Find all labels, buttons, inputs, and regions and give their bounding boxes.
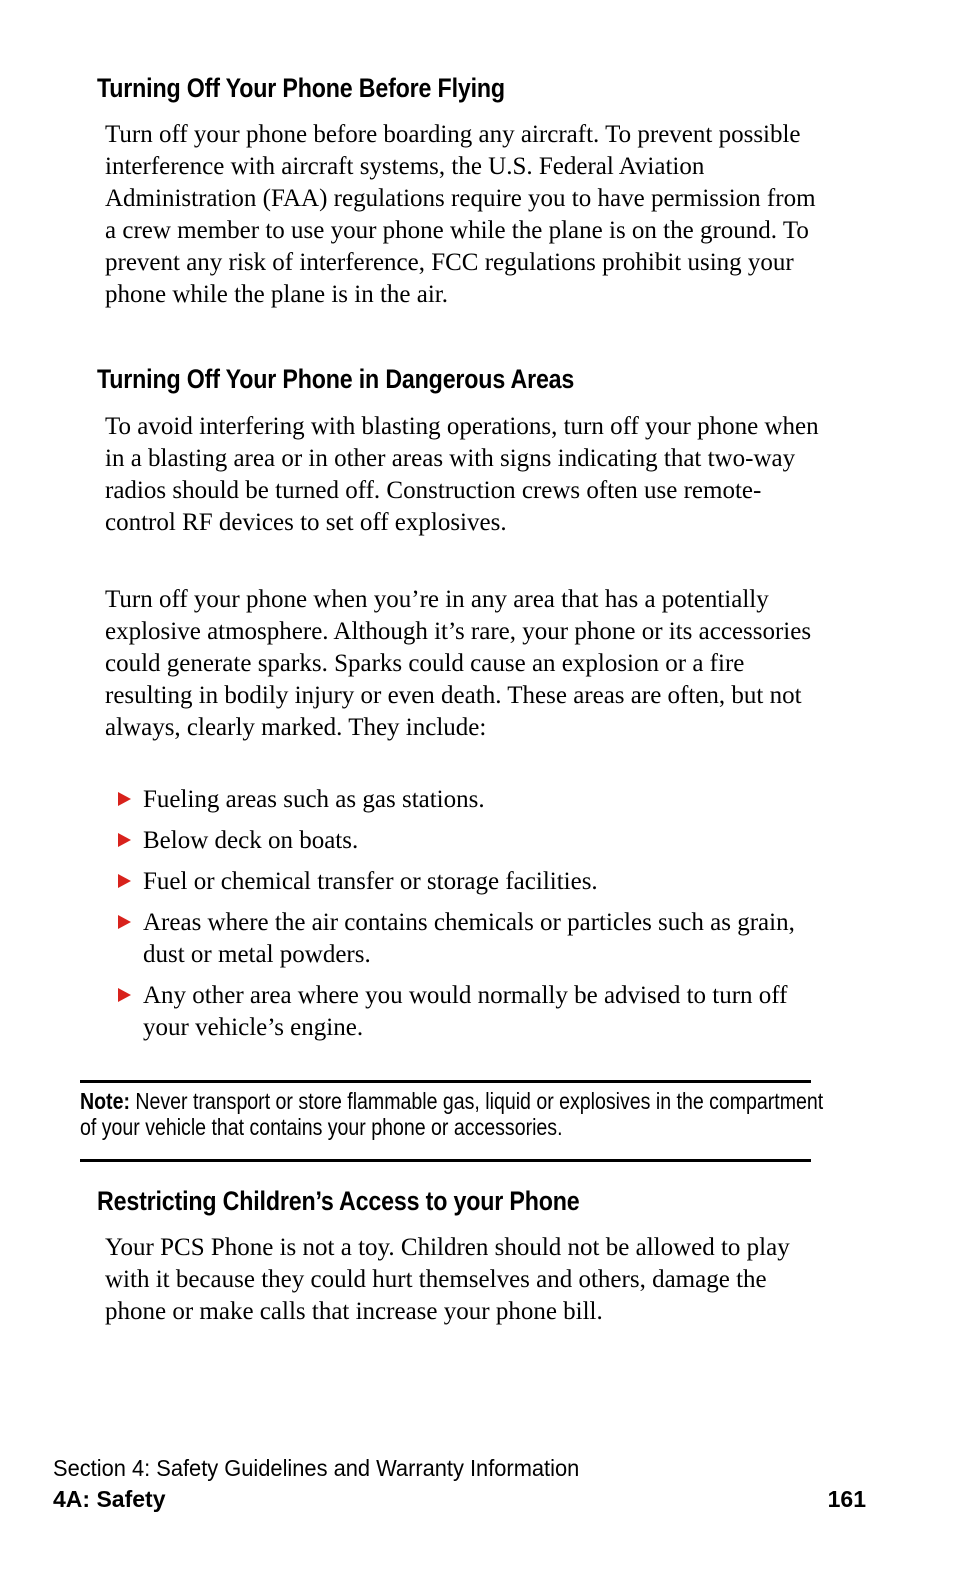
paragraph-flying: Turn off your phone before boarding any aircraft. To prevent possible interference with aircraft systems, the U.S. Federal Aviation Administration (FAA) regulations require you to have permission from a crew member to use your phone while the plane is on the ground. To prevent any risk of interference, FCC regulations prohibit using your phone while the plane is in the air. [105,121,816,308]
footer-subsection: 4A: Safety [53,1486,166,1512]
page-number: 161 [827,1486,866,1512]
heading-childrens-access: Restricting Children’s Access to your Phone [97,1186,580,1216]
list-item [118,784,818,816]
heading-dangerous-areas: Turning Off Your Phone in Dangerous Areas [97,364,575,394]
list-item-text: Any other area where you would normally be advised to turn off your vehicle’s engine. [143,982,788,1041]
red-triangle-bullet-icon [118,874,131,888]
note-bottom-rule [80,1159,811,1162]
list-item-text: Below deck on boats. [143,827,359,854]
red-triangle-bullet-icon [118,915,131,929]
note-label: Note: [80,1088,130,1114]
footer-section-title: Section 4: Safety Guidelines and Warranty Information [53,1455,580,1481]
heading-flying: Turning Off Your Phone Before Flying [97,73,505,103]
red-triangle-bullet-icon [118,792,131,806]
list-item [118,980,818,1044]
note-box [80,1088,828,1140]
list-item [118,907,818,971]
list-item-text: Fueling areas such as gas stations. [143,786,485,813]
note-text: Never transport or store flammable gas, liquid or explosives in the compartment of your vehicle that contains your phone or accessories. [80,1088,824,1140]
hazard-area-list [118,784,818,1053]
paragraph-blasting: To avoid interfering with blasting operations, turn off your phone when in a blasting area or in other areas with signs indicating that two-way radios should be turned off. Construction crews often use remote-control RF devices to set off explosives. [105,413,819,536]
red-triangle-bullet-icon [118,833,131,847]
list-item-text: Areas where the air contains chemicals or particles such as grain, dust or metal powders. [143,909,795,968]
red-triangle-bullet-icon [118,988,131,1002]
paragraph-childrens-access: Your PCS Phone is not a toy. Children should not be allowed to play with it because they could hurt themselves and others, damage the phone or make calls that increase your phone bill. [105,1234,790,1325]
note-top-rule [80,1080,811,1083]
paragraph-explosive-atmosphere: Turn off your phone when you’re in any area that has a potentially explosive atmosphere. Although it’s rare, your phone or its accessories could generate sparks. Sparks could cause an explosion or a fire resulting in bodily injury or even death. These areas are often, but not always, clearly marked. They include: [105,586,812,741]
list-item [118,866,818,898]
list-item-text: Fuel or chemical transfer or storage facilities. [143,868,598,895]
list-item [118,825,818,857]
